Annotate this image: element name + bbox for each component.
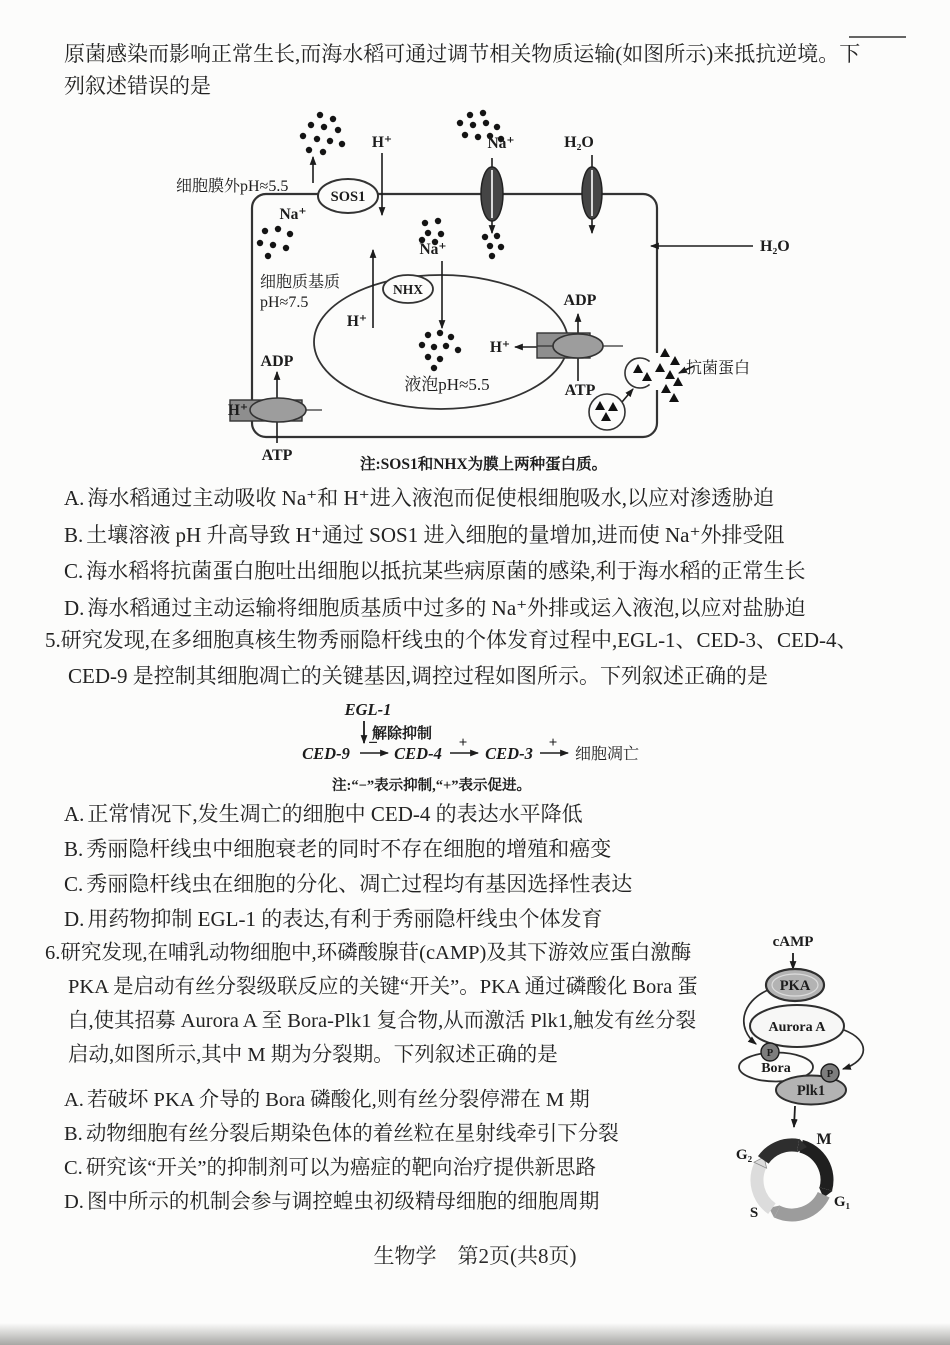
option-d xyxy=(64,590,806,627)
aurora-a-label: Aurora A xyxy=(768,1020,826,1035)
vacuole-ph-label: 液泡pH≈5.5 xyxy=(404,375,490,394)
option-d xyxy=(45,1185,698,1219)
na-ion-dots-outside-sos1 xyxy=(300,112,345,155)
option-c xyxy=(64,867,632,902)
h2o-label: H₂O xyxy=(564,134,594,151)
option-text: 若破坏 PKA 介导的 Bora 磷酸化,则有丝分裂停滞在 M 期 xyxy=(86,1089,590,1111)
figure-note: 注:“−”表示抑制,“+”表示促进。 xyxy=(332,778,531,794)
camp-label: cAMP xyxy=(772,934,814,950)
secretory-vesicle xyxy=(589,394,625,430)
option-b xyxy=(64,832,632,867)
ced4-gene-label: CED-4 xyxy=(394,744,442,763)
na-label: Na⁺ xyxy=(487,135,515,152)
g2-phase-label: G₂ xyxy=(735,1147,753,1163)
option-text: 土壤溶液 pH 升高导致 H⁺通过 SOS1 进入细胞的量增加,进而使 Na⁺外排受阻 xyxy=(86,522,785,547)
question-number: 5. xyxy=(45,628,61,652)
question4-stem xyxy=(64,38,860,102)
option-label: A. xyxy=(64,1089,84,1111)
page-footer: 生物学 第2页(共8页) xyxy=(373,1244,577,1268)
option-b xyxy=(64,517,806,554)
option-label: C. xyxy=(64,1157,83,1179)
cytosol-label: 细胞质基质 xyxy=(260,274,341,291)
m-phase-label: M xyxy=(816,1131,832,1148)
question-number: 6. xyxy=(45,942,61,964)
release-inhibition-label: 解除抑制 xyxy=(372,726,433,742)
atp-label: ATP xyxy=(564,382,596,399)
option-label: A. xyxy=(64,802,85,826)
cell-membrane xyxy=(252,194,657,437)
option-text: 海水稻通过主动吸收 Na⁺和 H⁺进入液泡而促使根细胞吸水,以应对渗透胁迫 xyxy=(87,486,774,510)
question5-stem xyxy=(45,622,858,694)
figure-note: 注:SOS1和NHX为膜上两种蛋白质。 xyxy=(360,456,608,473)
question4-options xyxy=(64,480,806,626)
na-channel-protein xyxy=(481,167,503,221)
apoptosis-label: 细胞凋亡 xyxy=(575,746,640,763)
option-label: B. xyxy=(64,1123,83,1145)
option-text: 图中所示的机制会参与调控蝗虫初级精母细胞的细胞周期 xyxy=(86,1191,600,1213)
option-c xyxy=(64,553,806,590)
cytosol-ph-label: pH≈7.5 xyxy=(260,294,309,311)
ced3-gene-label: CED-3 xyxy=(485,744,533,763)
stem-line xyxy=(45,936,698,970)
option-b xyxy=(45,1117,698,1151)
fusing-vesicle xyxy=(625,358,652,388)
stem-line xyxy=(45,622,858,658)
option-label: C. xyxy=(64,559,84,583)
m-phase-arc xyxy=(801,1146,827,1189)
adp-label: ADP xyxy=(260,353,294,370)
nhx-label: NHX xyxy=(393,282,423,297)
scan-bottom-shadow xyxy=(0,1323,950,1345)
stem-line: 列叙述错误的是 xyxy=(64,74,211,98)
phosphate-label: P xyxy=(766,1048,774,1059)
minus-sign: − xyxy=(368,733,378,752)
option-d xyxy=(64,902,632,937)
cell-cycle-wheel xyxy=(736,1131,850,1221)
option-a xyxy=(64,797,632,832)
aurora-phosphorylates-plk1-arrow xyxy=(843,1030,863,1069)
option-label: B. xyxy=(64,522,84,547)
option-text: 用药物抑制 EGL-1 的表达,有利于秀丽隐杆线虫个体发育 xyxy=(87,907,603,931)
option-label: B. xyxy=(64,837,84,861)
phosphate-badge xyxy=(761,1043,779,1061)
stem-line: 原菌感染而影响正常生长,而海水稻可通过调节相关物质运输(如图所示)来抵抗逆境。下 xyxy=(64,42,861,66)
plus-sign: + xyxy=(548,735,558,751)
phosphate-label: P xyxy=(826,1069,834,1080)
option-label: D. xyxy=(64,1191,84,1213)
stem-line: 启动,如图所示,其中 M 期为分裂期。下列叙述正确的是 xyxy=(68,1044,558,1066)
option-label: D. xyxy=(64,907,85,931)
option-label: D. xyxy=(64,595,85,620)
s-phase-label: S xyxy=(749,1205,759,1221)
ced9-gene-label: CED-9 xyxy=(302,744,350,763)
vesicle-transport-arrow xyxy=(622,389,633,402)
option-c xyxy=(45,1151,698,1185)
question6-block xyxy=(45,936,698,1219)
question5-options xyxy=(64,797,632,937)
option-a xyxy=(45,1083,698,1117)
atp-label: ATP xyxy=(261,447,293,464)
g2-phase-arc xyxy=(763,1145,798,1160)
na-label: Na⁺ xyxy=(279,206,307,223)
h-label: H⁺ xyxy=(489,339,511,356)
q4-cell-transport-figure xyxy=(170,103,810,475)
option-text: 研究该“开关”的抑制剂可以为癌症的靶向治疗提供新思路 xyxy=(85,1157,597,1179)
aquaporin-protein xyxy=(582,167,602,219)
h-label: H⁺ xyxy=(346,313,368,330)
stem-line: PKA 是启动有丝分裂级联反应的关键“开关”。PKA 通过磷酸化 Bora 蛋 xyxy=(68,976,698,998)
adp-label: ADP xyxy=(563,292,597,309)
egl1-gene-label: EGL-1 xyxy=(344,700,392,719)
s-phase-arc xyxy=(757,1165,772,1209)
h-label: H⁺ xyxy=(227,402,249,419)
option-text: 秀丽隐杆线虫在细胞的分化、凋亡过程均有基因选择性表达 xyxy=(86,872,633,896)
nhx-protein xyxy=(383,275,433,303)
na-ion-dots-in-vacuole xyxy=(419,330,461,371)
na-ion-dots-below-sos1 xyxy=(257,226,293,259)
question6-options xyxy=(45,1083,698,1219)
stem-text: 研究发现,在多细胞真核生物秀丽隐杆线虫的个体发育过程中,EGL-1、CED-3、CED-4、 xyxy=(60,628,858,652)
stem-line: CED-9 是控制其细胞凋亡的关键基因,调控过程如图所示。下列叙述正确的是 xyxy=(68,664,768,688)
bora-label: Bora xyxy=(761,1061,791,1076)
option-text: 海水稻通过主动运输将细胞质基质中过多的 Na⁺外排或运入液泡,以应对盐胁迫 xyxy=(87,595,806,620)
sos1-protein xyxy=(318,179,378,213)
g1-phase-arc xyxy=(777,1195,824,1215)
option-text: 秀丽隐杆线虫中细胞衰老的同时不存在细胞的增殖和癌变 xyxy=(86,837,612,861)
phosphate-badge xyxy=(821,1064,839,1082)
stem-line: 白,使其招募 Aurora A 至 Bora-Plk1 复合物,从而激活 Plk1,触发有丝分裂 xyxy=(68,1010,697,1032)
pka-label: PKA xyxy=(779,978,811,994)
plk1-label: Plk1 xyxy=(796,1083,826,1099)
option-text: 动物细胞有丝分裂后期染色体的着丝粒在星射线牵引下分裂 xyxy=(85,1123,619,1145)
option-a xyxy=(64,480,806,517)
g1-phase-label: G₁ xyxy=(833,1194,851,1210)
outside-ph-label: 细胞膜外pH≈5.5 xyxy=(176,178,289,195)
aurora-a-node xyxy=(750,1005,844,1047)
plk1-triggers-mitosis-arrow xyxy=(794,1106,795,1127)
proton-pump-tonoplast xyxy=(537,333,623,358)
h2o-label: H₂O xyxy=(760,238,790,255)
pka-node xyxy=(766,969,824,1001)
option-label: C. xyxy=(64,872,84,896)
plus-sign: + xyxy=(458,735,468,751)
na-label: Na⁺ xyxy=(419,241,447,258)
antimicrobial-label: 抗菌蛋白 xyxy=(686,360,751,377)
option-label: A. xyxy=(64,486,85,510)
na-ion-dots-below-channel xyxy=(482,233,504,259)
q6-pka-cell-cycle-figure xyxy=(723,928,950,1243)
stem-text: 研究发现,在哺乳动物细胞中,环磷酸腺苷(cAMP)及其下游效应蛋白激酶 xyxy=(60,942,692,964)
q5-apoptosis-pathway-figure xyxy=(288,698,653,798)
sos1-label: SOS1 xyxy=(330,189,366,205)
option-text: 海水稻将抗菌蛋白胞吐出细胞以抵抗某些病原菌的感染,利于海水稻的正常生长 xyxy=(86,559,806,583)
option-text: 正常情况下,发生凋亡的细胞中 CED-4 的表达水平降低 xyxy=(87,802,583,826)
h-label: H⁺ xyxy=(371,134,393,151)
